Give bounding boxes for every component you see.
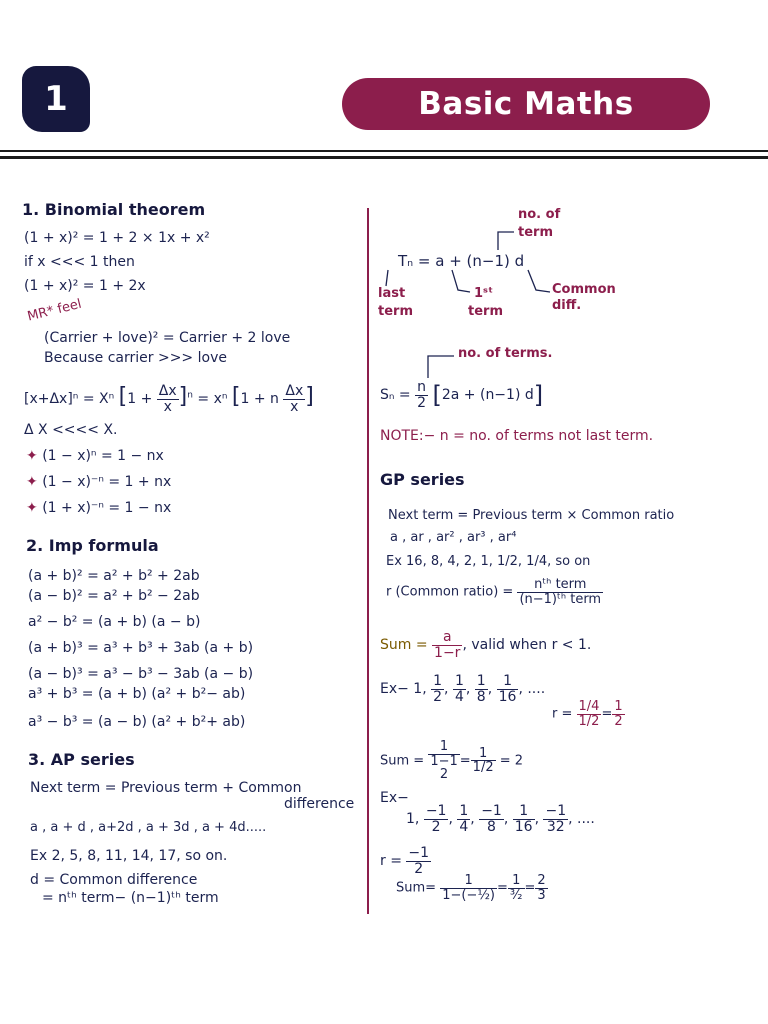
carrier-line-1: (Carrier + love)² = Carrier + 2 love — [44, 330, 291, 346]
imp-heading: 2. Imp formula — [26, 536, 159, 555]
gp-sum-fraction: $\frac{a}{1-r}$ — [434, 629, 461, 661]
formula-bracket-a: 1 + — [127, 391, 153, 408]
gp-sum-formula — [380, 630, 591, 660]
binomial-approx-formula: [x+Δx]ⁿ = Xⁿ [1 + $\frac{\Delta x}{x}$ ]$^n$ = xⁿ [1 + n $\frac{\Delta x}{x}$ ] — [24, 383, 314, 415]
gp-example: Ex 16, 8, 4, 2, 1, 1/2, 1/4, so on — [386, 554, 591, 569]
imp-line-4: (a + b)³ = a³ + b³ + 3ab (a + b) — [28, 640, 254, 656]
ap-d-def-1: d = Common difference — [30, 872, 198, 888]
gp-sum2-label: Sum = — [380, 753, 425, 769]
formula-lhs: [x+Δx]ⁿ = Xⁿ — [24, 391, 115, 408]
arrow-first-term — [452, 270, 470, 292]
formula-bracket-b: 1 + n — [240, 391, 279, 408]
imp-line-7: a³ − b³ = (a − b) (a² + b²+ ab) — [28, 714, 246, 730]
gp-heading: GP series — [380, 470, 465, 489]
imp-line-2: (a − b)² = a² + b² − 2ab — [28, 588, 200, 604]
delta-fraction-1: $\frac{\Delta x}{x}$ — [158, 383, 177, 415]
imp-line-5: (a − b)³ = a³ − b³ − 3ab (a − b) — [28, 666, 254, 682]
tn-first-term-label: term — [468, 304, 503, 319]
gp-sum3-label: Sum= — [396, 880, 437, 896]
gp-sum3-mid-fraction: $\frac{1}{\text{³⁄₂}}$ — [509, 873, 523, 903]
mr-feel-label: MR* feel — [26, 296, 84, 325]
ap-d-def-2: = nᵗʰ term− (n−1)ᵗʰ term — [42, 890, 219, 906]
imp-line-6: a³ + b³ = (a + b) (a² + b²− ab) — [28, 686, 246, 702]
gp-r2-label: r = — [380, 853, 402, 870]
gp-example-2: 1, $\frac{-1}{2}$ , $\frac{1}{4}$ , $\frac{-1}{8}$ , $\frac{1}{16}$ , $\frac{-1}{32}$ , .... — [406, 803, 595, 835]
arrow-no-of-term — [498, 232, 514, 250]
delta-fraction-2: $\frac{\Delta x}{x}$ — [285, 383, 304, 415]
binomial-line-1: (1 + x)² = 1 + 2 × 1x + x² — [24, 230, 210, 246]
binomial-heading: 1. Binomial theorem — [22, 200, 206, 219]
gp-r1-result: $\frac{1}{2}$ — [614, 699, 623, 729]
gp-sum2-mid-fraction: $\frac{1}{1/2}$ — [472, 745, 494, 776]
gp-ex2-frac: $\frac{1}{16}$ — [514, 803, 533, 835]
arrow-last-term — [386, 270, 388, 286]
gp-sum3-result: $\frac{2}{3}$ — [537, 873, 546, 903]
gp-ratio-label: r (Common ratio) = — [386, 584, 514, 600]
ap-next-term-2: difference — [284, 796, 355, 812]
gp-r2-formula — [380, 846, 431, 876]
binomial-line-3: (1 + x)² = 1 + 2x — [24, 278, 146, 294]
tn-common-label: Common — [552, 282, 616, 297]
gp-ex1-label: Ex− 1, — [380, 681, 427, 698]
gp-ex2-frac: $\frac{-1}{8}$ — [481, 803, 502, 835]
gp-sum-valid: , valid when r < 1. — [462, 637, 592, 654]
tn-formula: Tₙ = a + (n−1) d — [398, 252, 525, 270]
gp-ex1-frac: $\frac{1}{2}$ — [433, 673, 443, 705]
gp-r2-fraction: $\frac{-1}{2}$ — [408, 845, 430, 877]
gp-sum3-fraction: $\frac{1}{\text{1−(−½)}}$ — [442, 873, 496, 903]
imp-line-1: (a + b)² = a² + b² + 2ab — [28, 568, 200, 584]
gp-sum2-result: = 2 — [499, 753, 524, 769]
gp-ex2-frac: $\frac{-1}{32}$ — [545, 803, 567, 835]
gp-ex1-frac: $\frac{1}{8}$ — [476, 673, 486, 705]
arrow-common-diff — [528, 270, 550, 292]
chapter-number: 1 — [22, 66, 90, 132]
gp-ex1-tail: , .... — [518, 681, 546, 698]
binomial-bullet-2: ✦ (1 − x)⁻ⁿ = 1 + nx — [26, 474, 172, 490]
gp-r1-eq: = — [601, 706, 613, 722]
tn-term-label: term — [518, 225, 553, 240]
gp-ex2-frac: $\frac{1}{4}$ — [459, 803, 469, 835]
binomial-line-2: if x <<< 1 then — [24, 254, 135, 270]
gp-ex1-frac: $\frac{1}{16}$ — [498, 673, 517, 705]
chapter-title: Basic Maths — [342, 78, 710, 130]
sn-formula: Sₙ = $\frac{n}{2}$ [2a + (n−1) d] — [380, 379, 544, 411]
gp-ex2-label: Ex− — [380, 790, 409, 806]
sn-no-terms-label: no. of terms. — [458, 346, 553, 361]
arrow-no-of-terms — [428, 356, 454, 378]
ap-sequence: a , a + d , a+2d , a + 3d , a + 4d..... — [30, 820, 267, 835]
gp-sum-label: Sum = — [380, 637, 428, 654]
gp-r1-formula — [552, 700, 625, 728]
ap-next-term-1: Next term = Previous term + Common — [30, 780, 302, 796]
gp-ex2-start: 1, — [406, 811, 420, 828]
delta-line: Δ X <<<< X. — [24, 422, 118, 438]
sn-note: NOTE:− n = no. of terms not last term. — [380, 428, 654, 444]
gp-ratio-formula — [386, 578, 603, 606]
gp-sum-example-1: Sum = 1 1−1 2 = $\frac{1}{1/2}$ = 2 — [380, 739, 524, 783]
gp-ratio-fraction: $\frac{\text{nᵗʰ term}}{\text{(n−1)ᵗʰ term}}$ — [519, 577, 602, 607]
ap-example: Ex 2, 5, 8, 11, 14, 17, so on. — [30, 848, 228, 864]
gp-example-1: Ex− 1, $\frac{1}{2}$ , $\frac{1}{4}$ , $\frac{1}{8}$ , $\frac{1}{16}$ , .... — [380, 673, 546, 705]
tn-diff-label: diff. — [552, 298, 582, 313]
imp-line-3: a² − b² = (a + b) (a − b) — [28, 614, 201, 630]
carrier-line-2: Because carrier >>> love — [44, 350, 227, 366]
gp-ex1-frac: $\frac{1}{4}$ — [454, 673, 464, 705]
formula-eq: = xⁿ — [197, 391, 228, 408]
gp-next-term: Next term = Previous term × Common ratio — [388, 508, 675, 523]
ap-heading: 3. AP series — [28, 750, 135, 769]
gp-sum-example-2: Sum= $\frac{1}{\text{1−(−½)}}$ = $\frac{1}{\text{³⁄₂}}$ = $\frac{2}{3}$ — [396, 873, 546, 903]
tn-last-term-label: term — [378, 304, 413, 319]
gp-ex2-frac: $\frac{-1}{2}$ — [425, 803, 447, 835]
gp-sum2-fraction: 1 1−1 2 — [430, 739, 458, 783]
tn-last-label: last — [378, 286, 406, 301]
gp-r1-label: r = — [552, 706, 573, 722]
gp-sequence: a , ar , ar² , ar³ , ar⁴ — [390, 530, 517, 545]
tn-no-of-label: no. of — [518, 207, 561, 222]
gp-r1-fraction: $\frac{1/4}{1/2}$ — [578, 699, 600, 729]
gp-ex2-tail: , .... — [568, 811, 595, 828]
binomial-bullet-3: ✦ (1 + x)⁻ⁿ = 1 − nx — [26, 500, 172, 516]
binomial-bullet-1: ✦ (1 − x)ⁿ = 1 − nx — [26, 448, 164, 464]
sn-lhs: Sₙ = — [380, 387, 411, 404]
tn-first-label: 1ˢᵗ — [474, 286, 494, 301]
sn-n-over-2: $\frac{n}{2}$ — [417, 379, 427, 411]
sn-bracket: 2a + (n−1) d — [441, 387, 534, 404]
